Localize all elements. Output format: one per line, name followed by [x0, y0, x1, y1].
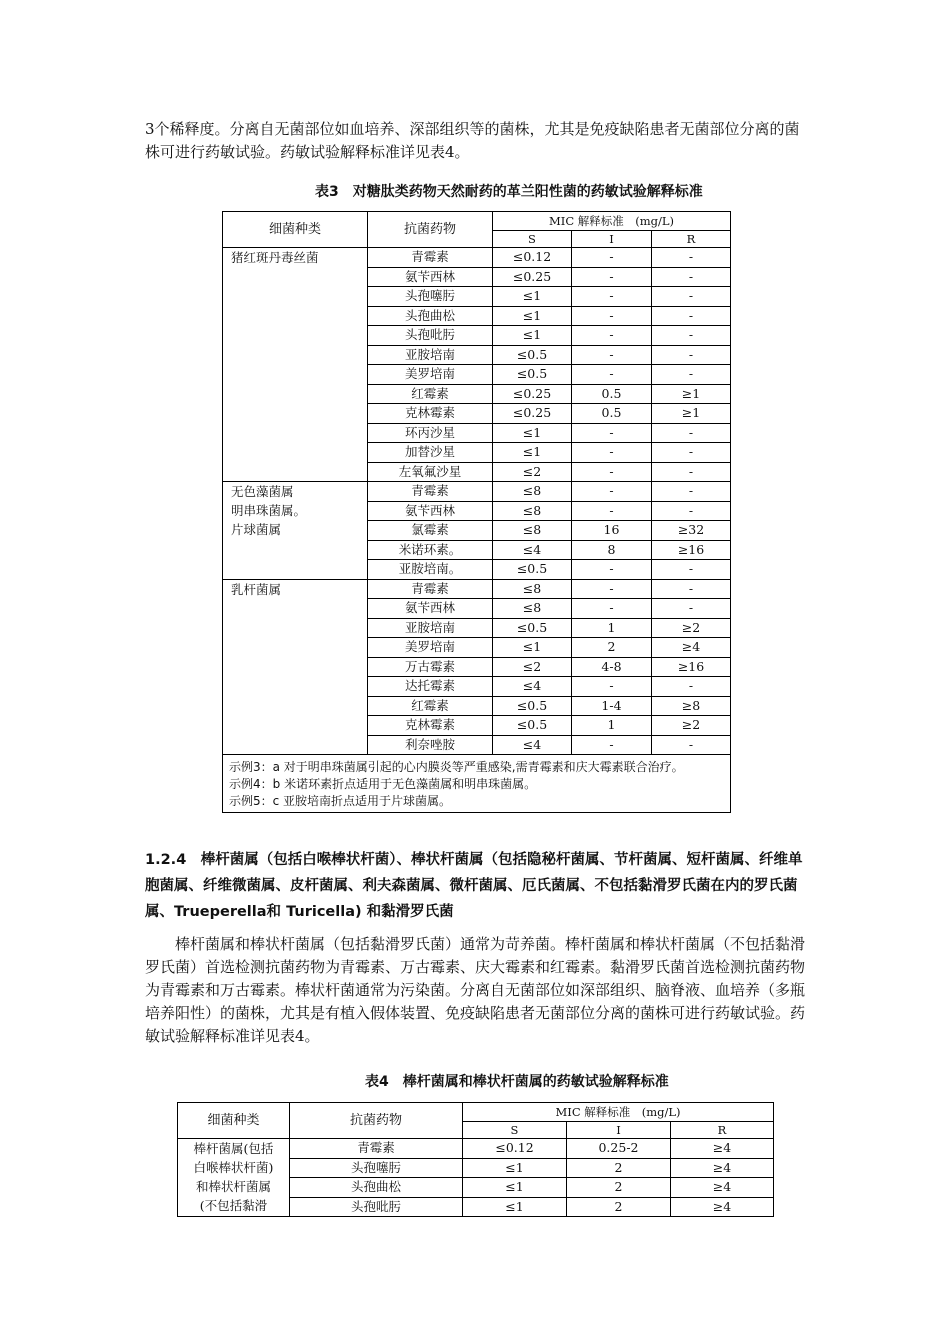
mic-s-cell: ≤8 [493, 579, 572, 599]
drug-cell: 万古霉素 [368, 657, 493, 677]
drug-cell: 米诺环素。 [368, 540, 493, 560]
drug-cell: 头孢吡肟 [368, 326, 493, 346]
mic-r-cell: ≥32 [652, 521, 731, 541]
mic-i-cell: - [572, 345, 652, 365]
table4-caption: 表4 棒杆菌属和棒状杆菌属的药敏试验解释标准 [365, 1074, 669, 1090]
mic-s-cell: ≤4 [493, 540, 572, 560]
mic-s-cell: ≤8 [493, 521, 572, 541]
mic-i-cell: 1 [572, 716, 652, 736]
mic-s-cell: ≤1 [493, 638, 572, 658]
table3 [222, 211, 731, 813]
mic-i-cell: - [572, 482, 652, 502]
mic-s-cell: ≤1 [493, 423, 572, 443]
mic-r-cell: - [652, 345, 731, 365]
mic-i-cell: - [572, 501, 652, 521]
table3-note: 示例3：a 对于明串珠菌属引起的心内膜炎等严重感染,需青霉素和庆大霉素联合治疗。 [229, 760, 684, 774]
drug-cell: 美罗培南 [368, 638, 493, 658]
organism-name: 和棒状杆菌属 [195, 1179, 271, 1194]
drug-cell: 青霉素 [368, 248, 493, 268]
mic-i-cell: - [572, 599, 652, 619]
mic-i-cell: - [572, 287, 652, 307]
mic-s-cell: ≤8 [493, 501, 572, 521]
organism-name: 白喉棒状杆菌) [193, 1160, 274, 1175]
mic-s-cell: ≤1 [463, 1158, 567, 1178]
mic-r-cell: - [652, 443, 731, 463]
mic-r-cell: - [652, 599, 731, 619]
table-row [223, 482, 731, 502]
organism-name: 明串珠菌属。 [231, 503, 307, 518]
organism-name: (不包括黏滑 [199, 1198, 268, 1213]
mic-i-cell: - [572, 560, 652, 580]
mic-i-cell: 8 [572, 540, 652, 560]
drug-cell: 利奈唑胺 [368, 735, 493, 755]
mic-r-cell: - [652, 248, 731, 268]
drug-cell: 氨苄西林 [368, 599, 493, 619]
mic-r-cell: ≥1 [652, 384, 731, 404]
column-header-i: I [572, 231, 652, 248]
mic-r-cell: - [652, 462, 731, 482]
column-header-organism: 细菌种类 [178, 1103, 290, 1139]
mic-i-cell: 1-4 [572, 696, 652, 716]
drug-cell: 头孢曲松 [290, 1178, 463, 1198]
mic-i-cell: - [572, 248, 652, 268]
mic-i-cell: - [572, 677, 652, 697]
mic-s-cell: ≤8 [493, 599, 572, 619]
mic-r-cell: - [652, 423, 731, 443]
mic-r-cell: - [652, 501, 731, 521]
drug-cell: 青霉素 [368, 579, 493, 599]
mic-s-cell: ≤0.12 [463, 1139, 567, 1159]
table-row [178, 1139, 774, 1159]
organism-name: 片球菌属 [231, 522, 282, 537]
mic-s-cell: ≤1 [493, 443, 572, 463]
table3-note: 示例5：c 亚胺培南折点适用于片球菌属。 [229, 794, 452, 808]
mic-i-cell: 0.5 [572, 384, 652, 404]
table3-note: 示例4：b 米诺环素折点适用于无色藻菌属和明串珠菌属。 [229, 777, 537, 791]
mic-i-cell: 0.25-2 [567, 1139, 671, 1159]
column-header-i: I [567, 1122, 671, 1139]
mic-s-cell: ≤8 [493, 482, 572, 502]
mic-s-cell: ≤0.5 [493, 365, 572, 385]
table3-notes [223, 755, 731, 813]
mic-i-cell: 2 [567, 1178, 671, 1198]
column-header-s: S [493, 231, 572, 248]
drug-cell: 环丙沙星 [368, 423, 493, 443]
mic-r-cell: - [652, 365, 731, 385]
mic-i-cell: - [572, 306, 652, 326]
mic-r-cell: ≥16 [652, 657, 731, 677]
mic-i-cell: 2 [572, 638, 652, 658]
mic-i-cell: - [572, 443, 652, 463]
table3-header-row [223, 212, 731, 231]
table-row [223, 248, 731, 268]
drug-cell: 青霉素 [368, 482, 493, 502]
mic-i-cell: - [572, 579, 652, 599]
section-heading: 1.2.4 棒杆菌属（包括白喉棒状杆菌）、棒状杆菌属（包括隐秘杆菌属、节杆菌属、短杆菌属、纤维单胞菌属、纤维微菌属、皮杆菌属、利夫森菌属、微杆菌属、厄氏菌属、不包括黏滑罗氏菌在内的罗氏菌属、Trueperella和 Turicella) 和黏滑罗氏菌 [145, 852, 803, 920]
mic-r-cell: ≥1 [652, 404, 731, 424]
drug-cell: 达托霉素 [368, 677, 493, 697]
mic-s-cell: ≤1 [493, 326, 572, 346]
drug-cell: 青霉素 [290, 1139, 463, 1159]
mic-i-cell: 2 [567, 1158, 671, 1178]
mic-s-cell: ≤1 [493, 306, 572, 326]
drug-cell: 克林霉素 [368, 716, 493, 736]
mic-i-cell: 4-8 [572, 657, 652, 677]
drug-cell: 头孢噻肟 [368, 287, 493, 307]
mic-r-cell: - [652, 306, 731, 326]
mic-s-cell: ≤0.25 [493, 267, 572, 287]
drug-cell: 克林霉素 [368, 404, 493, 424]
drug-cell: 红霉素 [368, 696, 493, 716]
mic-r-cell: - [652, 579, 731, 599]
mic-s-cell: ≤0.5 [493, 345, 572, 365]
column-header-drug: 抗菌药物 [290, 1103, 463, 1139]
organism-cell [223, 482, 368, 580]
mic-i-cell: - [572, 267, 652, 287]
drug-cell: 氨苄西林 [368, 267, 493, 287]
organism-name: 棒杆菌属(包括 [193, 1141, 274, 1156]
mic-i-cell: 16 [572, 521, 652, 541]
column-header-organism: 细菌种类 [223, 212, 368, 248]
drug-cell: 氨苄西林 [368, 501, 493, 521]
drug-cell: 亚胺培南 [368, 618, 493, 638]
mic-r-cell: - [652, 677, 731, 697]
table-row [223, 579, 731, 599]
mic-s-cell: ≤0.5 [493, 716, 572, 736]
drug-cell: 头孢曲松 [368, 306, 493, 326]
drug-cell: 头孢噻肟 [290, 1158, 463, 1178]
mic-s-cell: ≤1 [463, 1197, 567, 1217]
mic-i-cell: - [572, 735, 652, 755]
mic-s-cell: ≤0.5 [493, 696, 572, 716]
mic-s-cell: ≤0.25 [493, 404, 572, 424]
organism-name: 猪红斑丹毒丝菌 [231, 250, 319, 265]
drug-cell: 亚胺培南。 [368, 560, 493, 580]
table3-caption: 表3 对糖肽类药物天然耐药的革兰阳性菌的药敏试验解释标准 [315, 184, 703, 200]
mic-i-cell: 1 [572, 618, 652, 638]
section-paragraph: 棒杆菌属和棒状杆菌属（包括黏滑罗氏菌）通常为苛养菌。棒杆菌属和棒状杆菌属（不包括黏滑罗氏菌）首选检测抗菌药物为青霉素、万古霉素、庆大霉素和红霉素。黏滑罗氏菌首选检测抗菌药物为青霉素和万古霉素。棒状杆菌通常为污染菌。分离自无菌部位如深部组织、脑脊液、血培养（多瓶培养阳性）的菌株，尤其是有植入假体装置、免疫缺陷患者无菌部位分离的菌株可进行药敏试验。药敏试验解释标准详见表4。 [145, 935, 806, 1045]
mic-s-cell: ≤2 [493, 657, 572, 677]
column-header-drug: 抗菌药物 [368, 212, 493, 248]
mic-i-cell: - [572, 365, 652, 385]
mic-r-cell: - [652, 326, 731, 346]
organism-cell [178, 1139, 290, 1217]
mic-r-cell: ≥4 [671, 1197, 774, 1217]
mic-s-cell: ≤0.5 [493, 560, 572, 580]
drug-cell: 美罗培南 [368, 365, 493, 385]
mic-i-cell: 0.5 [572, 404, 652, 424]
drug-cell: 红霉素 [368, 384, 493, 404]
column-header-mic: MIC 解释标准 (mg/L) [463, 1103, 774, 1122]
mic-i-cell: 2 [567, 1197, 671, 1217]
drug-cell: 氯霉素 [368, 521, 493, 541]
mic-r-cell: - [652, 287, 731, 307]
drug-cell: 亚胺培南 [368, 345, 493, 365]
mic-i-cell: - [572, 462, 652, 482]
mic-i-cell: - [572, 423, 652, 443]
table4-header-row [178, 1103, 774, 1122]
mic-r-cell: ≥4 [671, 1178, 774, 1198]
mic-s-cell: ≤4 [493, 677, 572, 697]
organism-name: 乳杆菌属 [231, 581, 282, 597]
mic-r-cell: ≥4 [671, 1139, 774, 1159]
mic-r-cell: ≥4 [671, 1158, 774, 1178]
mic-r-cell: - [652, 482, 731, 502]
drug-cell: 加替沙星 [368, 443, 493, 463]
mic-r-cell: ≥16 [652, 540, 731, 560]
mic-s-cell: ≤1 [493, 287, 572, 307]
column-header-r: R [671, 1122, 774, 1139]
table3-notes-row [223, 755, 731, 813]
mic-s-cell: ≤2 [493, 462, 572, 482]
mic-i-cell: - [572, 326, 652, 346]
organism-cell [223, 248, 368, 482]
mic-s-cell: ≤0.25 [493, 384, 572, 404]
column-header-mic: MIC 解释标准 (mg/L) [493, 212, 731, 231]
organism-name: 无色藻菌属 [231, 484, 294, 499]
mic-s-cell: ≤0.12 [493, 248, 572, 268]
organism-cell [223, 579, 368, 755]
column-header-s: S [463, 1122, 567, 1139]
mic-r-cell: - [652, 735, 731, 755]
mic-r-cell: ≥4 [652, 638, 731, 658]
mic-s-cell: ≤0.5 [493, 618, 572, 638]
drug-cell: 左氧氟沙星 [368, 462, 493, 482]
mic-r-cell: ≥8 [652, 696, 731, 716]
mic-r-cell: - [652, 560, 731, 580]
drug-cell: 头孢吡肟 [290, 1197, 463, 1217]
mic-s-cell: ≤4 [493, 735, 572, 755]
mic-r-cell: - [652, 267, 731, 287]
column-header-r: R [652, 231, 731, 248]
mic-s-cell: ≤1 [463, 1178, 567, 1198]
mic-r-cell: ≥2 [652, 716, 731, 736]
mic-r-cell: ≥2 [652, 618, 731, 638]
table4 [177, 1102, 774, 1217]
intro-paragraph: 3个稀释度。分离自无菌部位如血培养、深部组织等的菌株，尤其是免疫缺陷患者无菌部位分离的菌株可进行药敏试验。药敏试验解释标准详见表4。 [145, 120, 800, 161]
